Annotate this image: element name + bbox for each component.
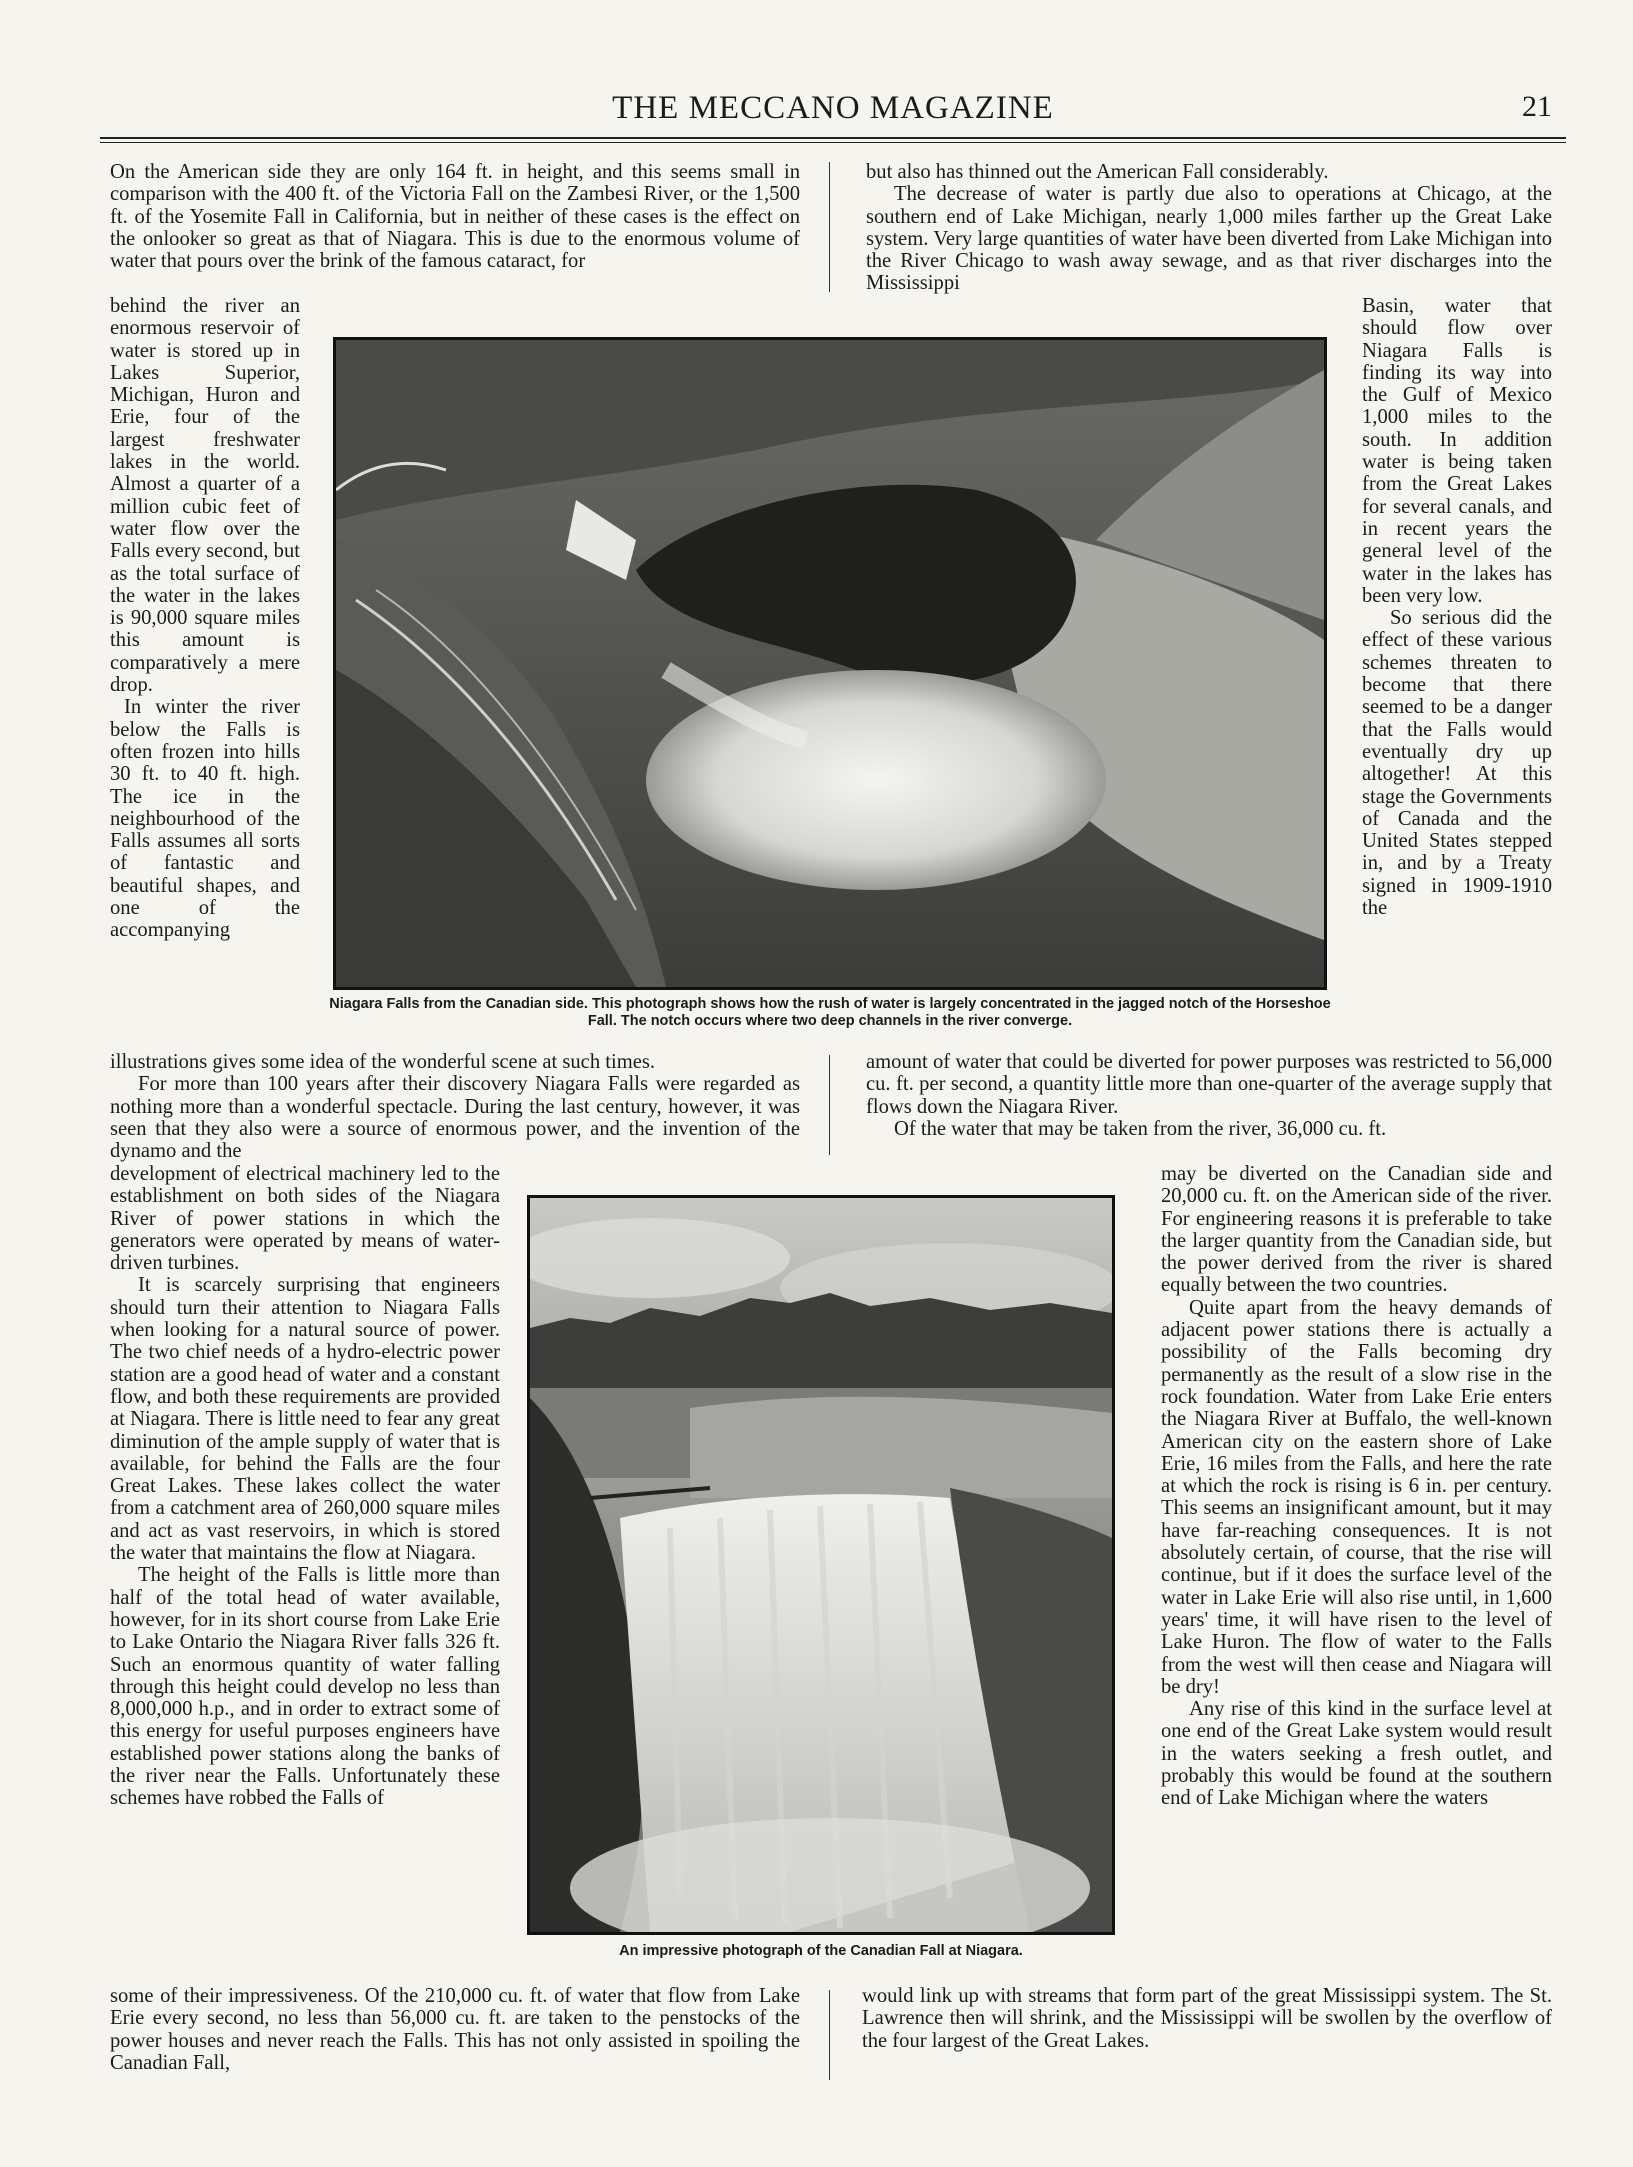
canadian-fall-caption: An impressive photograph of the Canadian Fall at Niagara. <box>619 1943 1023 1959</box>
page-number: 21 <box>1522 90 1552 123</box>
paragraph: but also has thinned out the American Fall considerably. The decrease of water is partly due also to operations at Chicago, at the southern end of Lake Michigan, nearly 1,000 miles farther up the Great Lake system. Very large quantities of water have been diverted from Lake Michigan into the River Chicago to wash away sewage, and as that river discharges into the Mississippi <box>866 161 1552 295</box>
column-divider <box>829 1990 830 2080</box>
header-rule-thin <box>100 142 1566 143</box>
paragraph: behind the river an enormous reservoir of water is stored up in Lakes Superior, Michigan, Huron and Erie, four of the largest freshwater lakes in the world. Almost a quarter of a million cubic feet of water flow over the Falls every second, but as the total surface of the water in the lakes is 90,000 square miles this amount is comparatively a mere drop. In winter the river below the Falls is often frozen into hills 30 ft. to 40 ft. high. The ice in the neighbourhood of the Falls assumes all sorts of fantastic and beautiful shapes, and one of the accompanying <box>110 295 300 942</box>
canadian-fall-image <box>530 1198 1112 1932</box>
paragraph: some of their impressiveness. Of the 210,000 cu. ft. of water that flow from Lake Erie every second, no less than 56,000 cu. ft. are taken to the penstocks of the power houses and never reach the Falls. This has not only assisted in spoiling the Canadian Fall, <box>110 1985 800 2074</box>
paragraph: development of electrical machinery led to the establishment on both sides of the Niagara River of power stations in which the generators were operated by means of water-driven turbines. It is scarcely surprising that engineers should turn their attention to Niagara Falls when looking for a natural source of power. The two chief needs of a hydro-electric power station are a good head of water and a constant flow, and both these requirements are provided at Niagara. There is little need to fear any great diminution of the ample supply of water that is available, for behind the Falls are the four Great Lakes. These lakes collect the water from a catchment area of 260,000 square miles and act as vast reservoirs, in which is stored the water that maintains the flow at Niagara. The height of the Falls is little more than half of the total head of water available, however, for in its short course from Lake Erie to Lake Ontario the Niagara River falls 326 ft. Such an enormous quantity of water falling through this height could develop no less than 8,000,000 h.p., and in order to extract some of this energy for useful purposes engineers have established power stations along the banks of the river near the Falls. Unfortunately these schemes have robbed the Falls of <box>110 1163 500 1810</box>
paragraph: would link up with streams that form part of the great Mississippi system. The St. Lawrence then will shrink, and the Mississippi will be swollen by the overflow of the four largest of the Great Lakes. <box>862 1985 1552 2052</box>
header-rule <box>100 137 1566 139</box>
paragraph: may be diverted on the Canadian side and 20,000 cu. ft. on the American side of the river. For engineering reasons it is preferable to take the larger quantity from the Canadian side, but the power derived from the river is shared equally between the two countries. Quite apart from the heavy demands of adjacent power stations there is actually a possibility of the Falls becoming dry permanently as the result of a slow rise in the rock foundation. Water from Lake Erie enters the Niagara River at Buffalo, the well-known American city on the eastern shore of Lake Erie, 16 miles from the Falls, and here the rate at which the rock is rising is 6 in. per century. This seems an insignificant amount, but it may have far-reaching consequences. It is not absolutely certain, of course, that the rise will continue, but if it does the surface level of the water in Lake Erie will also rise until, in 1,600 years' time, it will have risen to the level of Lake Huron. The flow of water to the Falls from the west will then cease and Niagara will be dry! Any rise of this kind in the surface level at one end of the Great Lake system would result in the waters seeking a fresh outlet, and probably this would be found at the southern end of Lake Michigan where the waters <box>1161 1163 1552 1810</box>
column-divider <box>829 162 830 292</box>
aerial-photo-niagara-falls <box>333 337 1327 990</box>
paragraph: Basin, water that should flow over Niagara Falls is finding its way into the Gulf of Mexico 1,000 miles to the south. In addition water is being taken from the Great Lakes for several canals, and in recent years the general level of the water in the lakes has been very low. So serious did the effect of these various schemes threaten to become that there seemed to be a danger that the Falls would eventually dry up altogether! At this stage the Governments of Canada and the United States stepped in, and by a Treaty signed in 1909-1910 the <box>1362 295 1552 920</box>
aerial-photo-image <box>336 340 1324 987</box>
paragraph: amount of water that could be diverted for power purposes was restricted to 56,000 cu. ft. per second, a quantity little more than one-quarter of the average supply that flows down the Niagara River. Of the water that may be taken from the river, 36,000 cu. ft. <box>866 1051 1552 1140</box>
magazine-title: THE MECCANO MAGAZINE <box>612 90 1054 126</box>
canadian-fall-photo <box>527 1195 1115 1935</box>
page-header <box>100 90 1566 130</box>
paragraph: On the American side they are only 164 ft. in height, and this seems small in comparison with the 400 ft. of the Victoria Fall on the Zambesi River, or the 1,500 ft. of the Yosemite Fall in California, but in neither of these cases is the effect on the onlooker so great as that of Niagara. This is due to the enormous volume of water that pours over the brink of the famous cataract, for <box>110 161 800 273</box>
paragraph: illustrations gives some idea of the wonderful scene at such times. For more than 100 years after their discovery Niagara Falls were regarded as nothing more than a wonderful spectacle. During the last century, however, it was seen that they also were a source of enormous power, and the invention of the dynamo and the <box>110 1051 800 1163</box>
aerial-photo-caption: Niagara Falls from the Canadian side. This photograph shows how the rush of water is largely concentrated in the jagged notch of the Horseshoe Fall. The notch occurs where two deep channels in the river converge. <box>329 996 1331 1029</box>
column-divider <box>829 1055 830 1155</box>
